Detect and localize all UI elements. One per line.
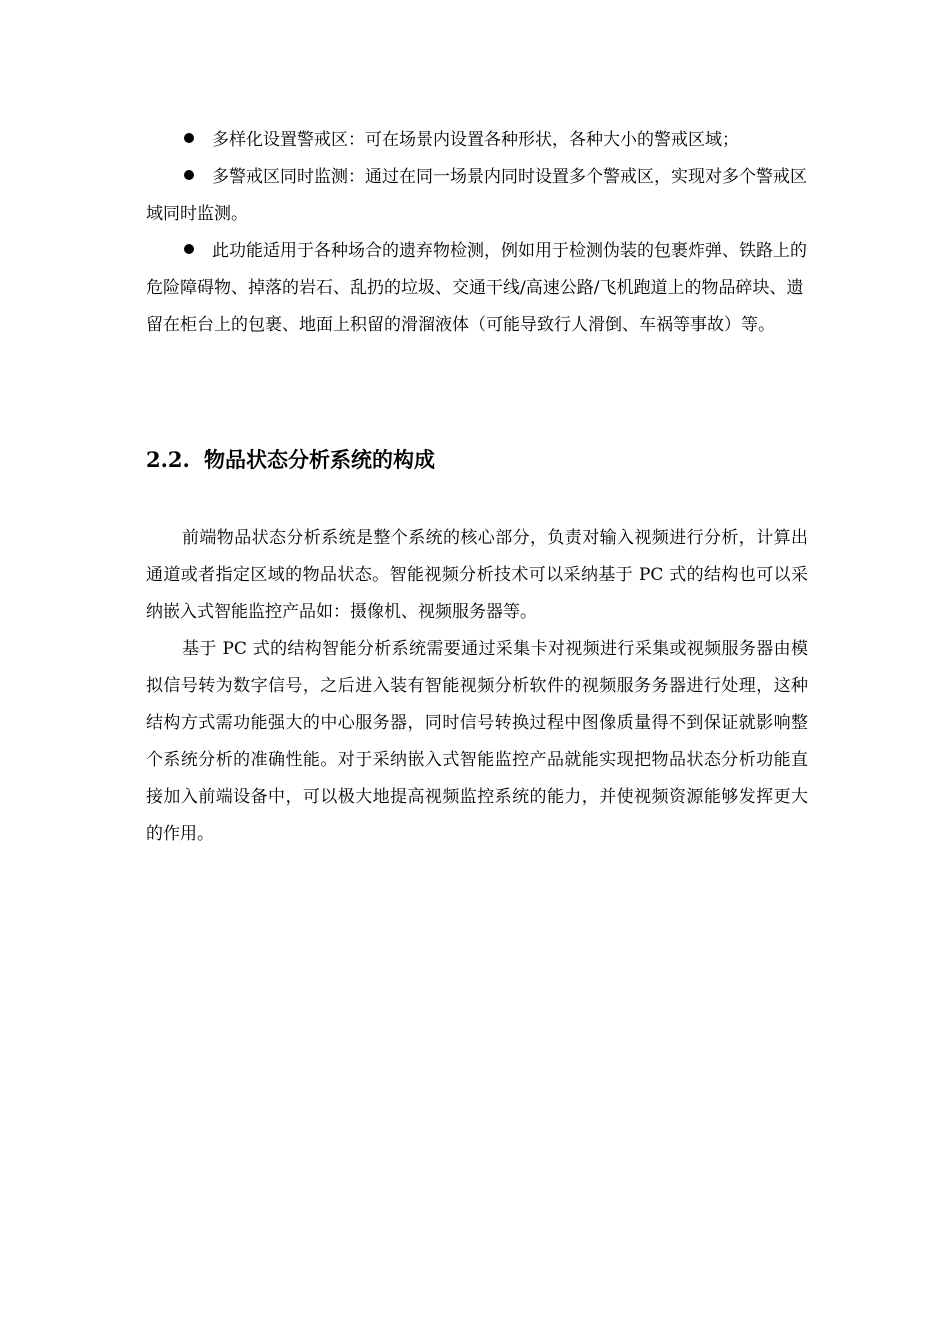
body-paragraph: 前端物品状态分析系统是整个系统的核心部分，负责对输入视频进行分析，计算出通道或者指定区域的物品状态。智能视频分析技术可以采纳基于 PC 式的结构也可以采纳嵌入式智能监控产品如：摄像机、视频服务器等。 <box>146 528 808 622</box>
bullet-dot-icon <box>184 170 194 180</box>
bullet-dot-icon <box>184 133 194 143</box>
body-paragraph: 基于 PC 式的结构智能分析系统需要通过采集卡对视频进行采集或视频服务器由模拟信号转为数字信号，之后进入装有智能视频分析软件的视频服务务器进行处理，这种结构方式需功能强大的中心服务器，同时信号转换过程中图像质量得不到保证就影响整个系统分析的准确性能。对于采纳嵌入式智能监控产品就能实现把物品状态分析功能直接加入前端设备中，可以极大地提高视频监控系统的能力，并使视频资源能够发挥更大的作用。 <box>146 639 808 844</box>
bullet-item <box>146 159 808 233</box>
bullet-dot-icon <box>184 244 194 254</box>
bullet-item <box>146 233 808 344</box>
bullet-text: 多警戒区同时监测：通过在同一场景内同时设置多个警戒区，实现对多个警戒区域同时监测。 <box>146 167 807 224</box>
bullet-text: 多样化设置警戒区：可在场景内设置各种形状，各种大小的警戒区域； <box>212 130 739 150</box>
bullet-item <box>146 122 808 159</box>
bullet-text: 此功能适用于各种场合的遗弃物检测，例如用于检测伪装的包裹炸弹、铁路上的危险障碍物、掉落的岩石、乱扔的垃圾、交通干线/高速公路/飞机跑道上的物品碎块、遗留在柜台上的包裹、地面上积留的滑溜液体（可能导致行人滑倒、车祸等事故）等。 <box>146 241 807 335</box>
section-body <box>146 520 808 853</box>
section-number: 2.2. <box>146 447 190 472</box>
bullet-list <box>146 122 808 344</box>
section-heading <box>146 440 435 480</box>
section-title: 物品状态分析系统的构成 <box>204 447 435 472</box>
